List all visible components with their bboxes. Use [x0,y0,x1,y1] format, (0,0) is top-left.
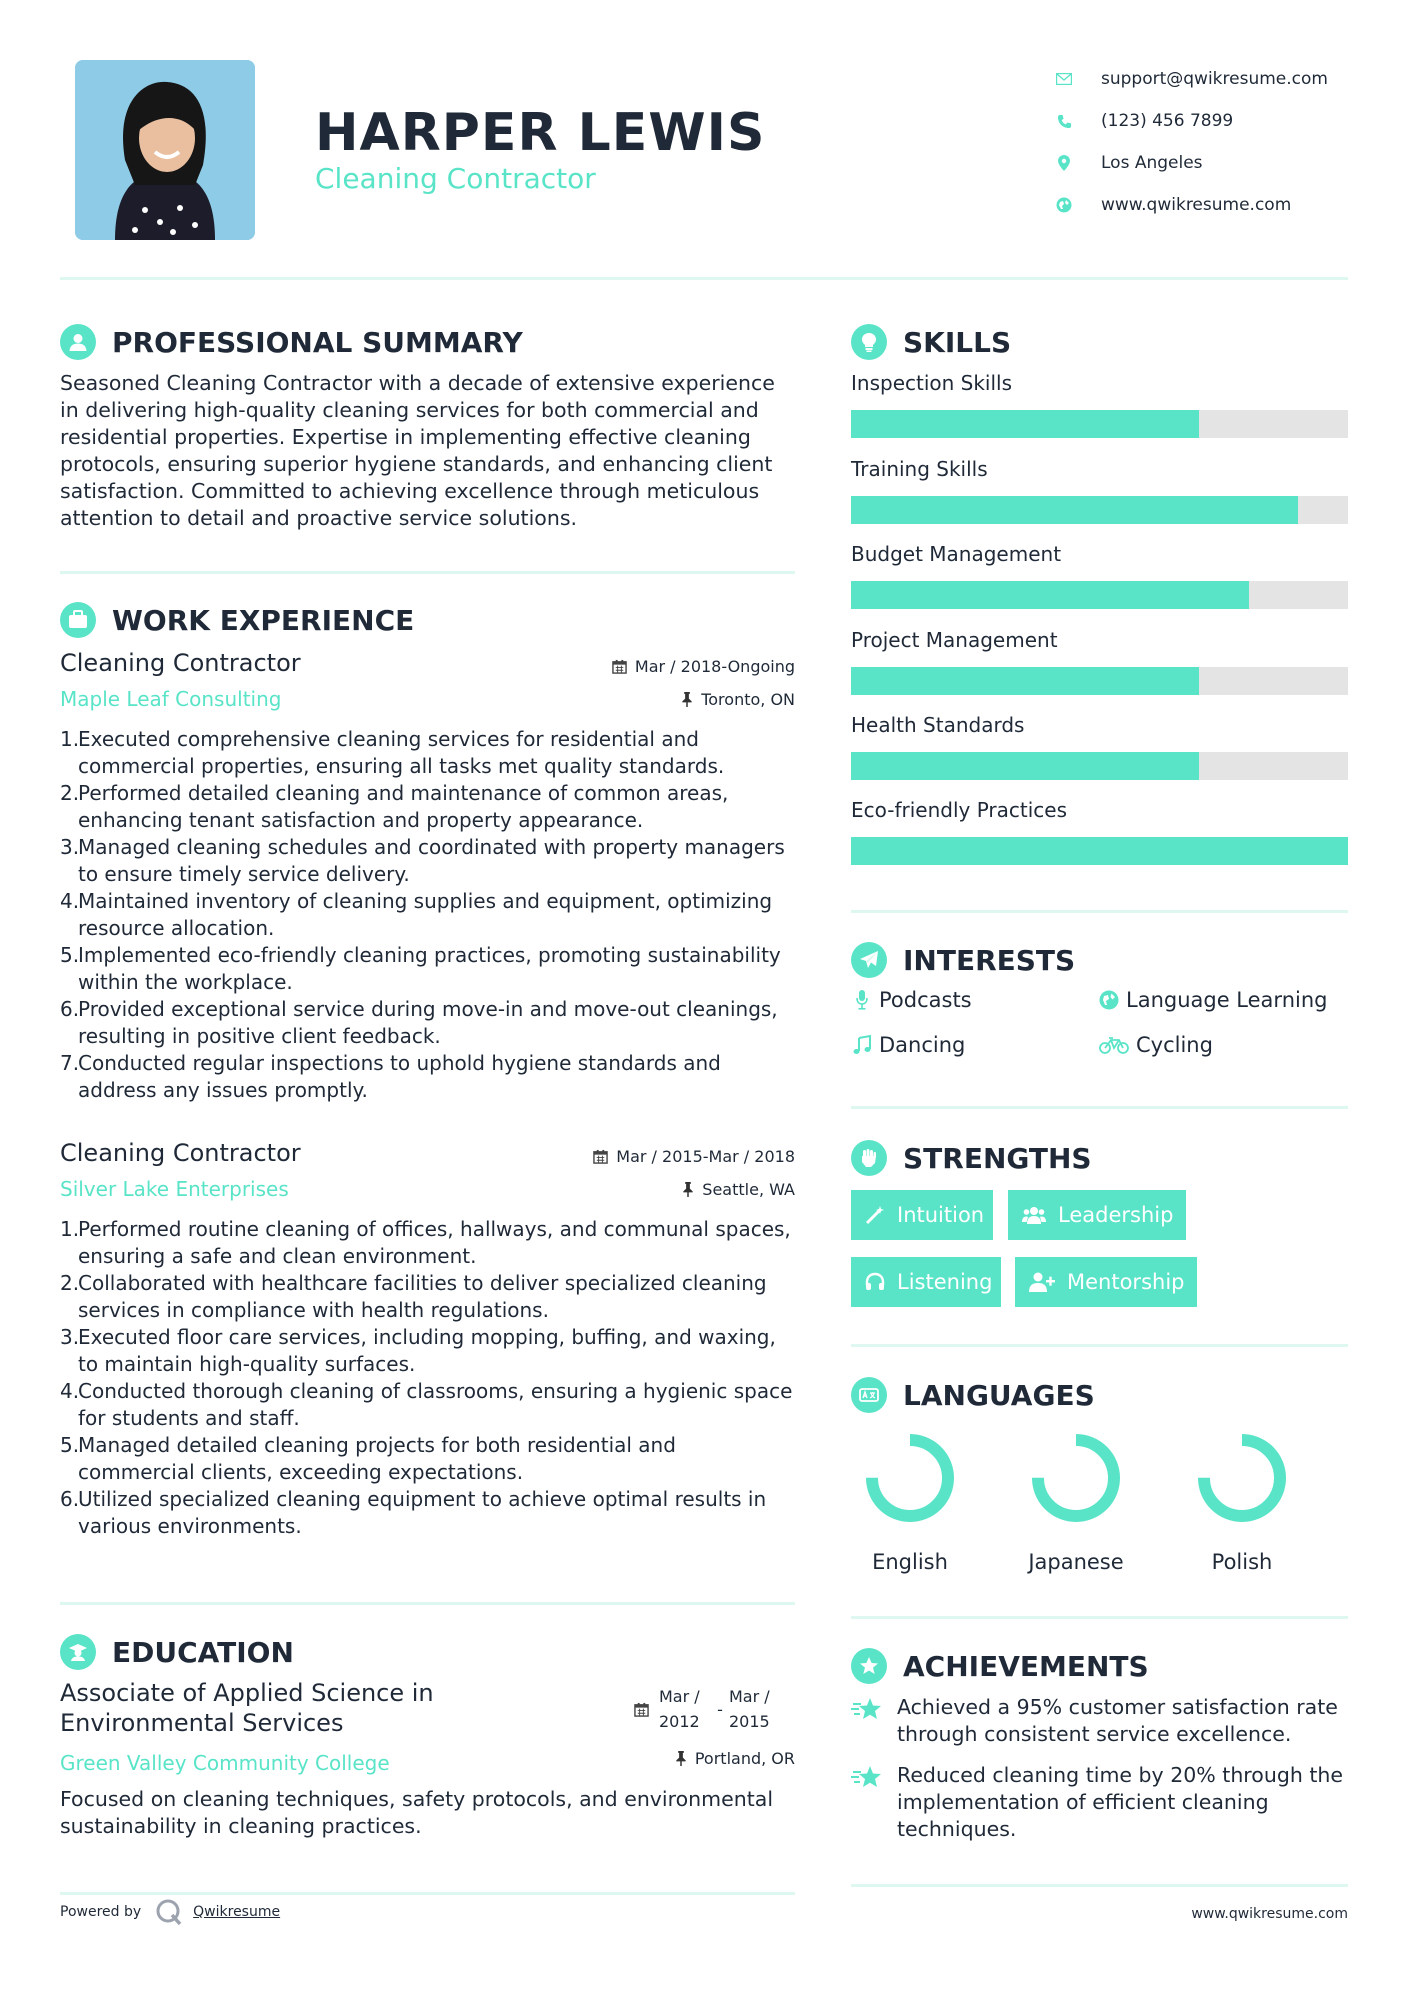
summary-text: Seasoned Cleaning Contractor with a decade of extensive experience in delivering high-quality cleaning services for both commercial and residential properties. Expertise in implementing effective cleaning protocols, ensuring superior hygiene standards, and enhancing client satisfaction. Committed to achieving excellence through meticulous attention to detail and proactive service solutions. [60,371,775,530]
footer-divider-right [851,1884,1348,1887]
job-bullets [60,726,795,1104]
pushpin-icon [681,692,693,707]
job-bullets [60,1216,795,1540]
job-company: Silver Lake Enterprises [60,1177,289,1201]
achievement-item: Achieved a 95% customer satisfaction rate through consistent service excellence. [851,1694,1351,1748]
list-item: 1. Executed comprehensive cleaning services for residential and commercial properties, ensuring all tasks met quality standards. [60,727,725,778]
list-item: 6. Provided exceptional service during move-in and move-out cleanings, resulting in positive client feedback. [60,997,778,1048]
contact-location-row [1055,142,1355,184]
pushpin-icon [682,1182,694,1197]
list-item: 5. Managed detailed cleaning projects for both residential and commercial clients, exceeding expectations. [60,1433,676,1484]
skill-bar [851,837,1348,865]
list-item: 7. Conducted regular inspections to uphold hygiene standards and address any issues promptly. [60,1051,721,1102]
interest-item: Language Learning [1098,988,1327,1012]
skill-bar [851,581,1348,609]
contact-phone-row [1055,100,1355,142]
skill-bar [851,410,1348,438]
list-item: 2. Collaborated with healthcare facilities to deliver specialized cleaning services in compliance with health regulations. [60,1271,767,1322]
skill-item: Eco-friendly Practices [851,797,1348,865]
star-icon [851,1694,887,1748]
education-degree: Associate of Applied Science in Environmental Services [60,1679,434,1737]
job-entry [60,648,795,1104]
languages-heading: LANGUAGES [851,1377,1095,1413]
skill-bar-fill [851,581,1249,609]
interest-item: Cycling [1098,1033,1213,1057]
language-item: Japanese [1016,1432,1136,1574]
skill-item: Training Skills [851,456,1348,524]
candidate-name: HARPER LEWIS [315,103,766,163]
skill-item: Inspection Skills [851,370,1348,438]
calendar-icon [612,659,627,674]
list-item: 4. Conducted thorough cleaning of classrooms, ensuring a hygienic space for students and staff. [60,1379,793,1430]
education-entry [60,1678,795,1840]
list-item: 5. Implemented eco-friendly cleaning practices, promoting sustainability within the workplace. [60,943,781,994]
list-item: 3. Executed floor care services, including mopping, buffing, and waxing, to maintain high-quality surfaces. [60,1325,776,1376]
skill-bar-fill [851,837,1348,865]
education-heading: EDUCATION [60,1634,294,1670]
globe-icon [1098,990,1120,1010]
list-item: 4. Maintained inventory of cleaning supplies and equipment, optimizing resource allocation. [60,889,773,940]
footer-divider-left [60,1892,795,1895]
footer-brand-link[interactable]: Qwikresume [193,1904,281,1920]
job-role: Cleaning Contractor [60,1139,301,1167]
job-location: Seattle, WA [682,1180,795,1199]
skills-divider [851,910,1348,913]
pushpin-icon [675,1751,687,1766]
users-icon [1022,1206,1046,1224]
profile-photo [75,60,255,240]
user-plus-icon [1029,1272,1055,1292]
language-item: Polish [1182,1432,1302,1574]
lightbulb-icon [851,324,887,360]
qwikresume-logo-icon [155,1898,183,1926]
music-note-icon [851,1035,873,1055]
list-item: 6. Utilized specialized cleaning equipment to achieve optimal results in various environments. [60,1487,767,1538]
contact-phone: (123) 456 7899 [1101,111,1234,131]
language-gauge [1196,1432,1288,1524]
headphones-icon [865,1272,885,1292]
strength-chip: Intuition [851,1190,993,1240]
envelope-icon [1055,70,1073,88]
language-gauge [1030,1432,1122,1524]
paper-plane-icon [851,942,887,978]
candidate-title: Cleaning Contractor [315,162,596,195]
achievements-heading: ACHIEVEMENTS [851,1648,1149,1684]
magic-wand-icon [865,1205,885,1225]
strengths-divider [851,1344,1348,1347]
language-icon [851,1377,887,1413]
interests-heading: INTERESTS [851,942,1075,978]
education-location: Portland, OR [675,1749,795,1768]
skill-bar-fill [851,752,1199,780]
skill-item: Project Management [851,627,1348,695]
summary-divider [60,571,795,574]
education-school: Green Valley Community College [60,1751,390,1775]
graduate-icon [60,1634,96,1670]
contact-email-row [1055,58,1355,100]
contact-website[interactable]: www.qwikresume.com [1101,195,1292,215]
experience-heading: WORK EXPERIENCE [60,602,414,638]
language-item: English [850,1432,970,1574]
strength-chip: Mentorship [1015,1257,1197,1307]
skills-heading: SKILLS [851,324,1011,360]
skill-bar-fill [851,496,1298,524]
contact-location: Los Angeles [1101,153,1203,173]
footer-website[interactable]: www.qwikresume.com [1191,1906,1348,1922]
microphone-icon [851,990,873,1010]
user-icon [60,324,96,360]
interests-divider [851,1106,1348,1109]
list-item: 1. Performed routine cleaning of offices, hallways, and communal spaces, ensuring a safe and clean environment. [60,1217,791,1268]
contact-email[interactable]: support@qwikresume.com [1101,69,1328,89]
strengths-heading: STRENGTHS [851,1140,1092,1176]
star-icon [851,1762,887,1843]
map-pin-icon [1055,154,1073,172]
job-dates: Mar / 2018-Ongoing [612,657,795,676]
languages-divider [851,1616,1348,1619]
skill-item: Health Standards [851,712,1348,780]
language-gauge [864,1432,956,1524]
star-badge-icon [851,1648,887,1684]
list-item: 3. Managed cleaning schedules and coordinated with property managers to ensure timely service delivery. [60,835,785,886]
skill-item: Budget Management [851,541,1348,609]
experience-divider [60,1602,795,1605]
contact-block [1055,58,1355,226]
job-role: Cleaning Contractor [60,649,301,677]
education-dates: Mar / 2012 - Mar / 2015 [634,1684,777,1734]
skill-bar-fill [851,410,1199,438]
interest-item: Podcasts [851,988,972,1012]
job-location: Toronto, ON [681,690,795,709]
achievement-item: Reduced cleaning time by 20% through the implementation of efficient cleaning techniques. [851,1762,1351,1843]
strength-chip: Leadership [1008,1190,1186,1240]
education-description: Focused on cleaning techniques, safety protocols, and environmental sustainability in cleaning practices. [60,1787,774,1838]
summary-heading: PROFESSIONAL SUMMARY [60,324,523,360]
briefcase-icon [60,602,96,638]
job-entry [60,1138,795,1540]
job-company: Maple Leaf Consulting [60,687,282,711]
bicycle-icon [1098,1036,1130,1054]
skill-bar-fill [851,667,1199,695]
footer-powered-by: Powered by Qwikresume [60,1898,280,1926]
contact-website-row [1055,184,1355,226]
skill-bar [851,667,1348,695]
list-item: 2. Performed detailed cleaning and maintenance of common areas, enhancing tenant satisfaction and property appearance. [60,781,729,832]
fist-icon [851,1140,887,1176]
interest-item: Dancing [851,1033,965,1057]
phone-icon [1055,112,1073,130]
header-divider [60,277,1348,280]
calendar-icon [634,1702,649,1717]
skill-bar [851,752,1348,780]
skill-bar [851,496,1348,524]
job-dates: Mar / 2015-Mar / 2018 [593,1147,795,1166]
calendar-icon [593,1149,608,1164]
strength-chip: Listening [851,1257,1001,1307]
globe-icon [1055,196,1073,214]
